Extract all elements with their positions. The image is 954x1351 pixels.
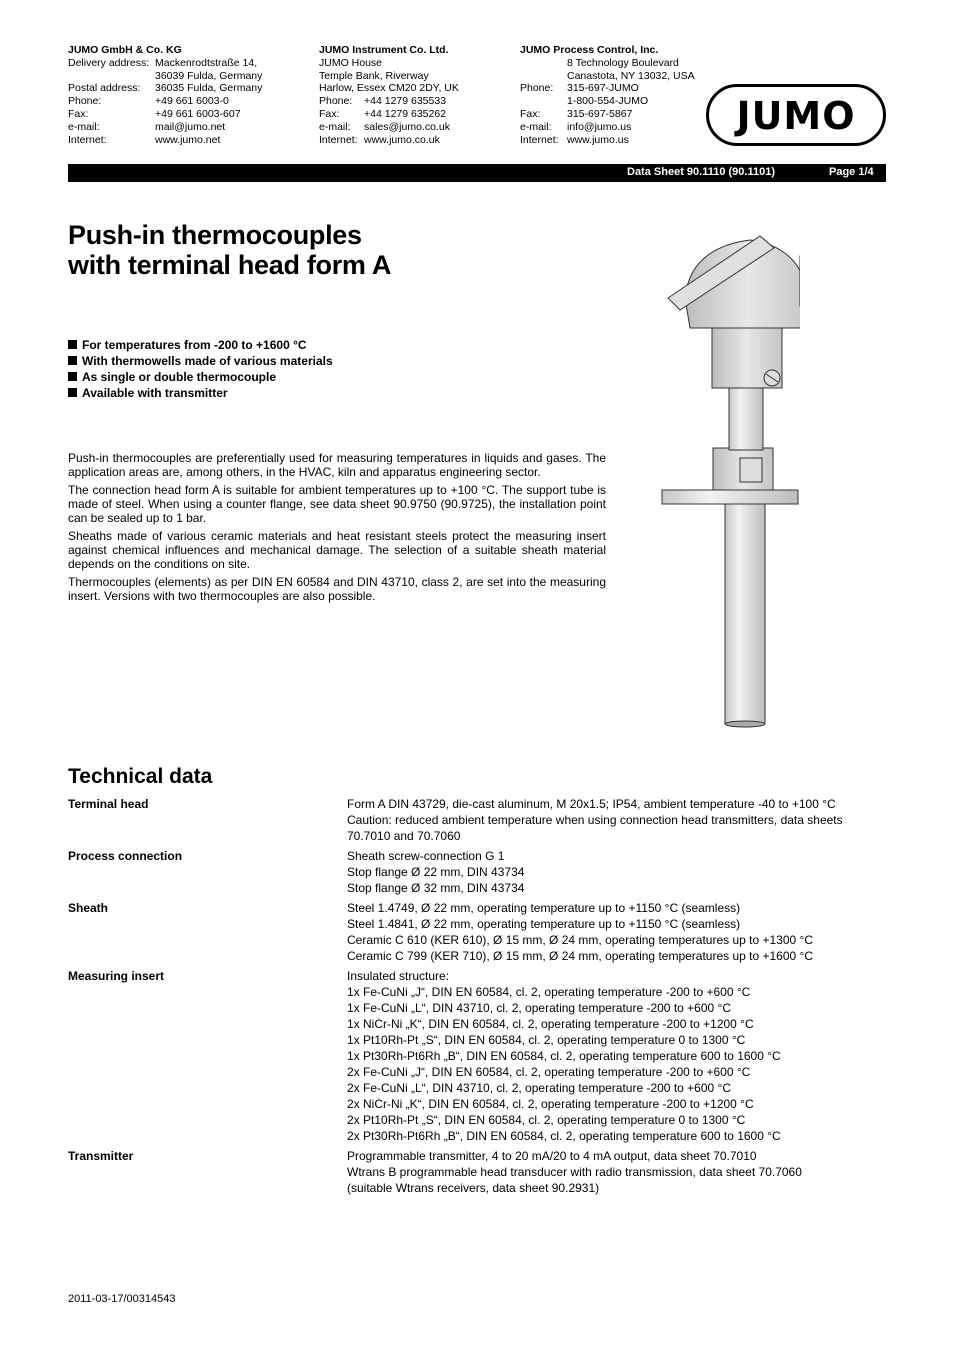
address-row <box>68 108 262 121</box>
tech-value <box>347 1148 802 1196</box>
tech-value-line: 1x Pt30Rh-Pt6Rh „B“, DIN EN 60584, cl. 2, operating temperature 600 to 1600 °C <box>347 1049 781 1063</box>
address-row <box>319 70 459 83</box>
address-row <box>520 70 695 83</box>
company-name: JUMO Process Control, Inc. <box>520 44 659 56</box>
tech-value-line: (suitable Wtrans receivers, data sheet 90.2931) <box>347 1181 600 1195</box>
tech-label: Sheath <box>68 901 109 915</box>
tech-value <box>347 900 813 964</box>
address-usa <box>520 44 695 146</box>
address-value: +44 1279 635533 <box>364 95 447 108</box>
thermocouple-drawing <box>650 228 800 728</box>
address-label: Phone: <box>319 95 353 108</box>
address-row <box>68 82 262 95</box>
address-germany <box>68 44 262 146</box>
address-value: 36035 Fulda, Germany <box>155 82 263 95</box>
address-label: Fax: <box>68 107 89 120</box>
tech-value-line: 2x Fe-CuNi „L“, DIN 43710, cl. 2, operating temperature -200 to +600 °C <box>347 1081 731 1095</box>
tech-value-line: Caution: reduced ambient temperature when using connection head transmitters, data sheets <box>347 813 843 827</box>
address-row <box>520 108 695 121</box>
address-row <box>68 57 262 70</box>
address-value: 36039 Fulda, Germany <box>155 69 263 82</box>
title-line-1: Push-in thermocouples <box>68 220 362 250</box>
intro-paragraph: Sheaths made of various ceramic materials and heat resistant steels protect the measuring insert against chemical influences and mechanical damage. The selection of a suitable sheath material depends on the conditions on site. <box>68 529 606 571</box>
logo-text: JUMO <box>736 94 856 138</box>
tech-value-line: Form A DIN 43729, die-cast aluminum, M 20x1.5; IP54, ambient temperature -40 to +100 °C <box>347 797 836 811</box>
bullet-square-icon <box>68 340 77 349</box>
tech-label: Transmitter <box>68 1149 134 1163</box>
address-label: Internet: <box>520 133 559 146</box>
intro-paragraph: The connection head form A is suitable for ambient temperatures up to +100 °C. The support tube is made of steel. When using a counter flange, see data sheet 90.9750 (90.9725), the installation point can be sealed up to 1 bar. <box>68 483 606 525</box>
tech-label: Process connection <box>68 849 183 863</box>
feature-item <box>68 353 333 369</box>
tech-value <box>347 848 524 896</box>
address-row <box>68 95 262 108</box>
address-label: Fax: <box>520 107 541 120</box>
tech-value-line: Insulated structure: <box>347 969 450 983</box>
address-label: e-mail: <box>319 120 351 133</box>
tech-value-line: 1x Fe-CuNi „J“, DIN EN 60584, cl. 2, operating temperature -200 to +600 °C <box>347 985 751 999</box>
tech-table <box>68 796 888 1200</box>
company-name: JUMO Instrument Co. Ltd. <box>319 44 449 56</box>
tech-value-line: 2x Pt10Rh-Pt „S“, DIN EN 60584, cl. 2, operating temperature 0 to 1300 °C <box>347 1113 746 1127</box>
company-name: JUMO GmbH & Co. KG <box>68 44 182 56</box>
address-row <box>68 134 262 147</box>
address-row <box>520 134 695 147</box>
address-value: Harlow, Essex CM20 2DY, UK <box>319 82 459 95</box>
intro-paragraph: Push-in thermocouples are preferentially used for measuring temperatures in liquids and gases. The application areas are, among others, in the HVAC, kiln and apparatus engineering sector. <box>68 451 606 479</box>
tech-value-line: 1x NiCr-Ni „K“, DIN EN 60584, cl. 2, operating temperature -200 to +1200 °C <box>347 1017 754 1031</box>
page-number: Page 1/4 <box>829 166 874 178</box>
tech-value-line: Steel 1.4749, Ø 22 mm, operating temperature up to +1150 °C (seamless) <box>347 901 741 915</box>
tech-label: Measuring insert <box>68 969 165 983</box>
bullet-square-icon <box>68 356 77 365</box>
tech-value-line: 2x NiCr-Ni „K“, DIN EN 60584, cl. 2, operating temperature -200 to +1200 °C <box>347 1097 754 1111</box>
address-value[interactable]: www.jumo.us <box>567 133 629 146</box>
feature-text: As single or double thermocouple <box>82 370 277 384</box>
address-value: Mackenrodtstraße 14, <box>155 56 258 69</box>
address-value: Temple Bank, Riverway <box>319 69 429 82</box>
address-value: +49 661 6003-0 <box>155 95 229 108</box>
address-row <box>319 82 459 95</box>
datasheet-number: Data Sheet 90.1110 (90.1101) <box>627 166 775 178</box>
intro-text <box>68 451 606 607</box>
tech-value <box>347 796 843 844</box>
address-label: Delivery address: <box>68 56 150 69</box>
address-value: 315-697-JUMO <box>567 82 639 95</box>
address-value[interactable]: mail@jumo.net <box>155 120 226 133</box>
tech-value-line: Stop flange Ø 22 mm, DIN 43734 <box>347 865 525 879</box>
address-label: Phone: <box>68 95 102 108</box>
address-value: +49 661 6003-607 <box>155 107 241 120</box>
address-label: Postal address: <box>68 82 141 95</box>
address-value: +44 1279 635262 <box>364 107 447 120</box>
address-row <box>319 134 459 147</box>
address-value[interactable]: sales@jumo.co.uk <box>364 120 450 133</box>
tech-value <box>347 968 781 1144</box>
address-value[interactable]: www.jumo.co.uk <box>364 133 440 146</box>
address-value[interactable]: www.jumo.net <box>155 133 221 146</box>
tech-row <box>68 1148 888 1196</box>
tech-value-line: Stop flange Ø 32 mm, DIN 43734 <box>347 881 525 895</box>
tech-row <box>68 900 888 964</box>
address-label: Phone: <box>520 82 554 95</box>
tech-value-line: Ceramic C 610 (KER 610), Ø 15 mm, Ø 24 mm, operating temperatures up to +1300 °C <box>347 933 814 947</box>
feature-text: For temperatures from -200 to +1600 °C <box>82 338 307 352</box>
page-title <box>68 220 391 280</box>
feature-list <box>68 337 333 401</box>
address-label: e-mail: <box>68 120 100 133</box>
address-row <box>520 82 695 95</box>
tech-value-line: 2x Pt30Rh-Pt6Rh „B“, DIN EN 60584, cl. 2, operating temperature 600 to 1600 °C <box>347 1129 781 1143</box>
document-id: 2011-03-17/00314543 <box>68 1293 176 1305</box>
title-line-2: with terminal head form A <box>68 250 392 280</box>
address-value: Canastota, NY 13032, USA <box>567 69 695 82</box>
bullet-square-icon <box>68 388 77 397</box>
address-value: 1-800-554-JUMO <box>567 95 649 108</box>
tech-value-line: 2x Fe-CuNi „J“, DIN EN 60584, cl. 2, operating temperature -200 to +600 °C <box>347 1065 751 1079</box>
address-value: 8 Technology Boulevard <box>567 56 679 69</box>
address-value: 315-697-5867 <box>567 107 633 120</box>
tech-value-line: 1x Fe-CuNi „L“, DIN 43710, cl. 2, operating temperature -200 to +600 °C <box>347 1001 731 1015</box>
address-label: Internet: <box>68 133 107 146</box>
feature-text: Available with transmitter <box>82 386 228 400</box>
datasheet-header-bar <box>68 164 886 182</box>
jumo-logo <box>706 84 886 146</box>
feature-item <box>68 385 333 401</box>
address-row <box>520 95 695 108</box>
address-row <box>319 121 459 134</box>
tech-value-line: Wtrans B programmable head transducer with radio transmission, data sheet 70.7060 <box>347 1165 802 1179</box>
tech-row <box>68 968 888 1144</box>
tech-value-line: Steel 1.4841, Ø 22 mm, operating temperature up to +1150 °C (seamless) <box>347 917 741 931</box>
address-uk <box>319 44 459 146</box>
tech-value-line: Programmable transmitter, 4 to 20 mA/20 to 4 mA output, data sheet 70.7010 <box>347 1149 757 1163</box>
address-label: e-mail: <box>520 120 552 133</box>
intro-paragraph: Thermocouples (elements) as per DIN EN 60584 and DIN 43710, class 2, are set into the measuring insert. Versions with two thermocouples are also possible. <box>68 575 606 603</box>
tech-value-line: 70.7010 and 70.7060 <box>347 829 461 843</box>
tech-value-line: Ceramic C 799 (KER 710), Ø 15 mm, Ø 24 mm, operating temperatures up to +1600 °C <box>347 949 814 963</box>
tech-title: Technical data <box>68 765 213 788</box>
bullet-square-icon <box>68 372 77 381</box>
address-label: Internet: <box>319 133 358 146</box>
address-label: Fax: <box>319 107 340 120</box>
address-row <box>319 57 459 70</box>
feature-item <box>68 337 333 353</box>
tech-value-line: 1x Pt10Rh-Pt „S“, DIN EN 60584, cl. 2, operating temperature 0 to 1300 °C <box>347 1033 746 1047</box>
tech-row <box>68 796 888 844</box>
tech-value-line: Sheath screw-connection G 1 <box>347 849 505 863</box>
address-row <box>68 70 262 83</box>
address-row <box>319 95 459 108</box>
address-value: JUMO House <box>319 56 383 69</box>
address-row <box>520 57 695 70</box>
feature-item <box>68 369 333 385</box>
address-row <box>68 121 262 134</box>
address-value[interactable]: info@jumo.us <box>567 120 632 133</box>
tech-label: Terminal head <box>68 797 149 811</box>
address-row <box>520 121 695 134</box>
tech-row <box>68 848 888 896</box>
feature-text: With thermowells made of various materials <box>82 354 333 368</box>
address-row <box>319 108 459 121</box>
